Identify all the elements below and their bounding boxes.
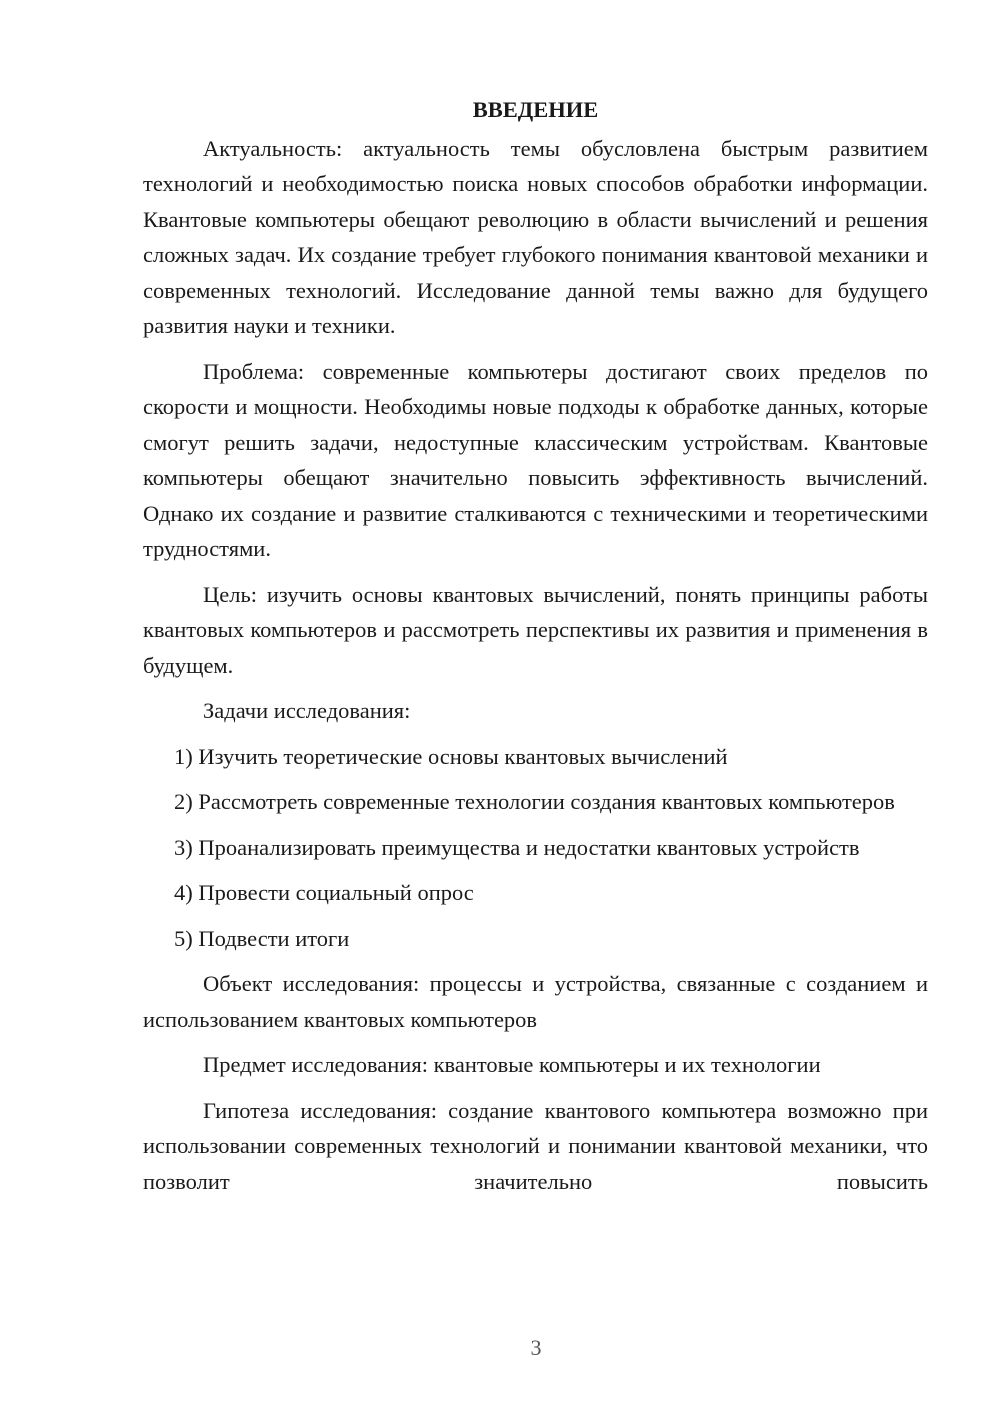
paragraph-problem: Проблема: современные компьютеры достигают своих пределов по скорости и мощности. Необходимы новые подходы к обработке данных, которые смогут решить задачи, недоступные классическим устройствам. Квантовые компьютеры обещают значительно повысить эффективность вычислений. Однако их создание и развитие сталкиваются с техническими и теоретическими трудностями. [143, 358, 928, 561]
paragraph-subject: Предмет исследования: квантовые компьютеры и их технологии [203, 1052, 821, 1077]
page-number: 3 [530, 1335, 542, 1360]
task-item-2: 2) Рассмотреть современные технологии создания квантовых компьютеров [174, 789, 895, 814]
task-item-4: 4) Провести социальный опрос [174, 880, 474, 905]
task-item-3: 3) Проанализировать преимущества и недостатки квантовых устройств [174, 834, 860, 860]
task-item-1: 1) Изучить теоретические основы квантовых вычислений [174, 743, 728, 769]
task-item-5: 5) Подвести итоги [174, 925, 350, 951]
document-body [143, 92, 928, 1209]
paragraph-object: Объект исследования: процессы и устройства, связанные с созданием и использованием квантовых компьютеров [143, 971, 928, 1032]
paragraph-hypothesis: Гипотеза исследования: создание квантового компьютера возможно при использовании современных технологий и понимании квантовой механики, что позволит значительно повысить [143, 1097, 928, 1194]
section-title: ВВЕДЕНИЕ [472, 97, 599, 122]
paragraph-goal: Цель: изучить основы квантовых вычислений, понять принципы работы квантовых компьютеров и рассмотреть перспективы их развития и применения в будущем. [143, 581, 928, 678]
paragraph-relevance: Актуальность: актуальность темы обусловлена быстрым развитием технологий и необходимостью поиска новых способов обработки информации. Квантовые компьютеры обещают революцию в области вычислений и решения сложных задач. Их создание требует глубокого понимания квантовой механики и современных технологий. Исследование данной темы важно для будущего развития науки и техники. [143, 135, 928, 338]
tasks-heading: Задачи исследования: [203, 698, 411, 723]
